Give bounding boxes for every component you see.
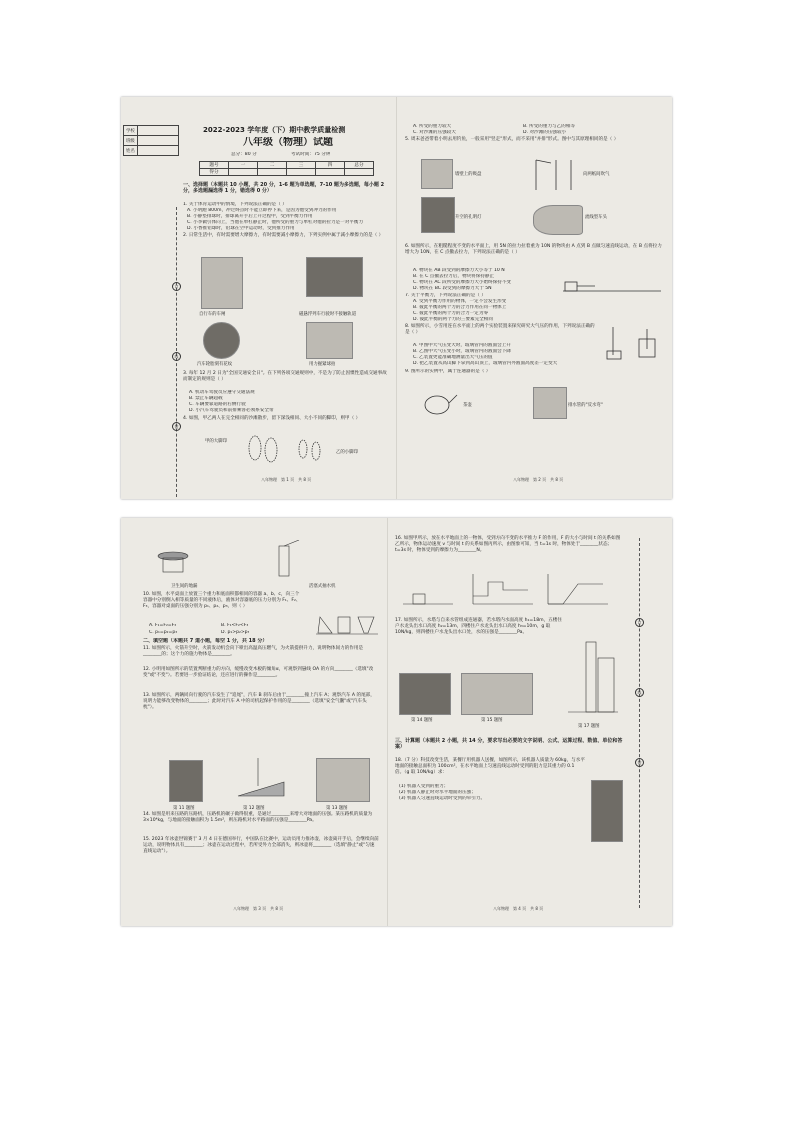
time-note: 考试时间：75 分钟 xyxy=(291,152,331,157)
figure-caption: 升空的孔明灯 xyxy=(455,215,482,220)
option: A. 甲图中大气压变大时，玻璃管内的液面会上升 xyxy=(413,343,511,348)
figure-caption: 自行车的车闸 xyxy=(199,312,226,317)
suction-cup-figure xyxy=(421,159,453,189)
score-header: 四 xyxy=(316,162,345,169)
question-2: 2. 日常生活中，有时需要增大摩擦力，有时需要减小摩擦力，下列实例中属于减小摩擦力的是（ ） xyxy=(183,233,384,238)
option: A. 所受的重力较大 xyxy=(413,124,452,129)
score-header: 一 xyxy=(229,162,258,169)
barometer-figure xyxy=(603,325,663,363)
figure-caption: 排水管的"反水弯" xyxy=(568,403,603,408)
option: D. 彼此平衡的两个力的三要素完全相同 xyxy=(413,317,493,322)
question-part: (2) 机器人静止时对水平地面的压强； xyxy=(399,790,476,795)
option: C. 乙装置更能准确地测量出大气压的值 xyxy=(413,355,493,360)
figure-caption: 第 13 题图 xyxy=(326,806,348,811)
score-row-label: 得分 xyxy=(200,169,229,176)
option: A. 小明跑 800m，冲过终点时不能立即停下来，是因为他受到冲力的作用 xyxy=(187,208,337,213)
drain-trap-figure xyxy=(533,387,567,419)
floor-drain-figure xyxy=(153,548,193,580)
margin-mark: 装 xyxy=(635,758,644,767)
question-9: 9. 图所示的实例中，属于连通器的是（ ） xyxy=(405,369,491,374)
score-header: 题号 xyxy=(200,162,229,169)
option: A. 物块在 AB 段受到的摩擦力大小等于 10 N xyxy=(413,268,505,273)
maglev-train-figure xyxy=(306,257,363,297)
figure-caption: 墙壁上的吸盘 xyxy=(455,172,482,177)
margin-mark: 线 xyxy=(172,352,181,361)
option: C. 对沙滩的压强较大 xyxy=(413,130,456,135)
figure-caption: 磁悬浮列车行驶时不接触轨道 xyxy=(299,312,357,317)
question-7: 7. 关于平衡力，下列说法正确的是（ ） xyxy=(405,293,486,298)
figure-caption: 活塞式抽水机 xyxy=(309,584,336,589)
block-on-surface-figure xyxy=(563,277,663,299)
score-header: 总分 xyxy=(345,162,374,169)
exam-subject: 八年级（物理）试题 xyxy=(243,137,333,148)
section-3-title: 三、计算题（本题共 2 小题，共 14 分，要求写出必要的文字说明、公式、运算过程、数值、单位和答案） xyxy=(395,738,623,751)
option: D. 物块在 BC 段受到的摩擦力大于 5N xyxy=(413,286,492,291)
sky-lantern-figure xyxy=(421,197,455,233)
student-info-table xyxy=(123,125,179,156)
option: B. 在 C 点撤去拉力后，物块将保持静止 xyxy=(413,274,495,279)
page-footer: 八年物理 第 2 页 共 8 页 xyxy=(513,477,564,482)
margin-mark: 线 xyxy=(635,688,644,697)
option: A. 机动车驾驶员应遵守交通法规 xyxy=(189,390,255,395)
exam-sheet-top xyxy=(121,97,672,499)
figure-caption: 甲的大脚印 xyxy=(205,439,227,444)
page-2 xyxy=(403,97,667,499)
bike-brake-figure xyxy=(201,257,243,309)
option: C. 车辆要靠道路的右侧行驶 xyxy=(189,402,246,407)
question-17: 17. 如图所示，水塔与自来水管组成连通器，若水塔内水面高度 h₁=18m，五楼住户水龙头出水口高度 h₂=13m，四楼住户水龙头出水口高度 h₃=10m，g 取 10N/kg，则四楼住户水龙头出水口处，水的压强是________Pa。 xyxy=(395,618,562,636)
figure-caption: 第 14 题图 xyxy=(411,718,433,723)
info-school: 学校 xyxy=(124,126,138,136)
option: A. F₁=F₂=F₃ xyxy=(149,623,177,628)
binding-margin xyxy=(639,538,640,908)
page-4 xyxy=(393,518,625,926)
info-class: 班级 xyxy=(124,136,138,146)
question-16: 16. 如图甲所示，放在水平地面上的一物体，受到方向不变的水平推力 F 的作用，F 的大小与时间 t 的关系如图乙所示，物体运动速度 v 与时间 t 的关系如图丙所示，由图象可知，当 t=1s 时，物体处于________状态；t=3s 时，物体受到的摩擦力为________N。 xyxy=(395,536,621,554)
option: B. F₁<F₂<F₃ xyxy=(221,623,249,628)
question-3: 3. 每年 12 月 2 日为"全国交通安全日"。在下列各项交通规则中，不是为了防止因惯性造成交通事故而制定的规则是（ ） xyxy=(183,371,387,383)
car-collision-figure xyxy=(316,758,370,802)
question-15: 15. 2023 年冰壶世锦赛于 3 月 4 日在德国举行，中国队在比赛中，运动员用力推冰壶，冰壶离开手后，会继续向前运动，说明物体具有________；冰壶在运动过程中，若所受外力全部消失，则冰壶将________（选填"静止"或"匀速直线运动"）。 xyxy=(143,837,379,855)
rocket-launch-figure xyxy=(169,760,203,802)
option: D. 小汽车驾驶员和前排乘客必须系安全带 xyxy=(189,408,274,413)
option: D. p₁>p₂>p₃ xyxy=(221,630,250,635)
question-6: 6. 如图所示，在粗糙程度不变的水平面上，用 5N 的拉力拉着重为 10N 的物块由 A 点到 B 点做匀速直线运动，在 B 点将拉力增大为 10N，在 C 点撤去拉力，下列说法正确的是（ ） xyxy=(405,244,662,256)
option: B. 乙图中大气压变小时，玻璃管内的液面会下降 xyxy=(413,349,511,354)
option: C. 彼此平衡的两个力的合力一定为零 xyxy=(413,311,489,316)
question-13: 13. 如图所示，两辆同向行驶的汽车发生了"追尾"，汽车 B 刹车后由于________撞上汽车 A；观察汽车 A 的尾部，说明力能够改变物体的________；此时对汽车 A 中的司机起保护作用的是________（选填"安全气囊"或"汽车头枕"）。 xyxy=(143,693,375,711)
racket-figure xyxy=(306,322,353,359)
figure-caption: 乙的小脚印 xyxy=(336,450,358,455)
exam-title: 2022-2023 学年度（下）期中教学质量检测 xyxy=(203,126,346,134)
question-5: 5. 周末爸爸带着小明去用钓鱼，一般采用"竖走"形式，而不采用"并排"形式。图中与其原理相同的是（ ） xyxy=(405,137,619,142)
plumb-line-figure xyxy=(236,756,286,800)
option: B. 禁止车辆超载 xyxy=(189,396,223,401)
question-part: (1) 机器人受到的重力； xyxy=(399,784,449,789)
question-10: 10. 如图，水平桌面上放置三个重力和底面积都相同的容器 a、b、c，向三个容器中分别倒入相等质量的不同液体后，液体对容器底的压力分别为 F₁、F₂、F₃，容器对桌面的压强分别为 p₁、p₂、p₃，则（ ） xyxy=(143,592,301,610)
piston-pump-figure xyxy=(259,540,319,580)
figure-caption: 向两纸间吹气 xyxy=(583,172,610,177)
option: D. 对沙滩的压强较小 xyxy=(523,130,567,135)
figure-caption: 第 12 题图 xyxy=(243,806,265,811)
question-part: (3) 机器人匀速直线运动时受到的牵引力。 xyxy=(399,796,486,801)
question-1: 1. 关于体育运动中的情境，下列说法正确的是（ ） xyxy=(183,202,287,207)
page-3 xyxy=(141,518,381,926)
figure-caption: 第 15 题图 xyxy=(481,718,503,723)
figure-caption: 用力握紧球拍 xyxy=(309,362,336,367)
figure-caption: 第 17 题图 xyxy=(578,724,600,729)
option: B. 彼此平衡的两个力的合力作用在同一物体上 xyxy=(413,305,507,310)
info-name: 姓名 xyxy=(124,146,138,156)
force-time-graphs xyxy=(403,572,613,612)
score-table xyxy=(199,161,374,176)
tire-figure xyxy=(203,322,240,359)
figure-caption: 第 11 题图 xyxy=(173,806,195,811)
question-4: 4. 如图，甲乙两人在完全相同的沙滩散步，留下深浅相同、大小不同的脚印，则甲（ ） xyxy=(183,416,361,421)
road-roller-figure xyxy=(399,673,451,715)
option: C. 物块在 AC 段所受的摩擦力大小始终保持不变 xyxy=(413,280,512,285)
option: A. 受到平衡力作用的物体，一定不会发生形变 xyxy=(413,299,507,304)
figure-caption: 汽车轮胎刻有花纹 xyxy=(197,362,233,367)
paper-blowing-figure xyxy=(531,155,581,195)
fold-line xyxy=(387,518,388,926)
section-1-title: 一、选择题（本题共 10 小题，共 20 分，1-6 题为单选题，7-10 题为多选题，每小题 2 分，多选题漏选得 1 分，错选得 0 分） xyxy=(183,182,385,195)
page-footer: 八年物理 第 3 页 共 8 页 xyxy=(233,906,284,911)
option: D. 把乙装置从高山脚下拿到高山顶上，玻璃管内外液面高度差一定变大 xyxy=(413,361,558,366)
question-14: 14. 如图是用来压路的压路机，压路机的碾子做得很重，是通过________来增大对地面的压强。某压路机的质量为 3×10⁴kg，与地面的接触面积为 1.5m²，则压路机对水平路面的压强是________Pa。 xyxy=(143,812,373,824)
option: B. 小静垫排球时，排球离开手后上升过程中，受到平衡力作用 xyxy=(187,214,313,219)
question-12: 12. 小明用如图所示的装置判断重力的方向，缓慢改变木板的倾角α，可观察到悬线 OA 的方向________（选填"改变"或"不变"）。若要进一步验证结论，还应进行的操作是________。 xyxy=(143,667,374,679)
teapot-figure xyxy=(419,387,459,417)
margin-mark: 订 xyxy=(635,618,644,627)
score-note: 总分：80 分 xyxy=(231,152,257,157)
section-2-title: 二、填空题（本题共 7 道小题，每空 1 分，共 18 分） xyxy=(143,638,268,644)
option: C. p₁=p₂=p₃ xyxy=(149,630,178,635)
option: C. 小李做引体向上，当他在单杠静止时，他所受的重力与单杠对他的拉力是一对平衡力 xyxy=(187,220,364,225)
figure-caption: 流线型车头 xyxy=(585,215,607,220)
curling-figure xyxy=(461,673,533,715)
fold-line xyxy=(396,97,397,499)
water-tower-figure xyxy=(568,638,618,718)
page-footer: 八年物理 第 4 页 共 8 页 xyxy=(493,906,544,911)
score-header: 二 xyxy=(258,162,287,169)
exam-sheet-bottom xyxy=(121,518,672,926)
question-11: 11. 如图所示，火箭升空时，火箭发动机会向下喷出高温高压燃气，为火箭提供升力，说明物体间力的作用是________的；这个力的施力物体是________。 xyxy=(143,646,364,658)
score-header: 三 xyxy=(287,162,316,169)
margin-mark: 订 xyxy=(172,282,181,291)
bullet-train-figure xyxy=(533,205,583,235)
option: B. 所受的重力与乙的相等 xyxy=(523,124,576,129)
figure-caption: 卫生间的地漏 xyxy=(171,584,198,589)
page-1 xyxy=(181,97,393,499)
serving-robot-figure xyxy=(591,780,623,842)
margin-mark: 装 xyxy=(172,422,181,431)
page-footer: 八年物理 第 1 页 共 8 页 xyxy=(261,477,312,482)
option: D. 小香推铅球时，铅球在空中运动时，受到推力作用 xyxy=(187,226,295,231)
question-18: 18.（7 分）科技改变生活，某餐厅用机器人送餐，如图所示，该机器人质量为 60kg，与水平地面的接触总面积为 100cm²，在水平地面上匀速直线运动时受到的阻力是其重力的 0.1 倍。（g 取 10N/kg）求： xyxy=(395,758,585,776)
question-8: 8. 如图所示，小雪用连在水平面上的两个实验装置来探究研究大气压的作用，下列说法正确的是（ ） xyxy=(405,324,595,336)
footprints-figure xyxy=(241,434,336,464)
figure-caption: 茶壶 xyxy=(463,403,472,408)
containers-figure xyxy=(316,613,378,637)
